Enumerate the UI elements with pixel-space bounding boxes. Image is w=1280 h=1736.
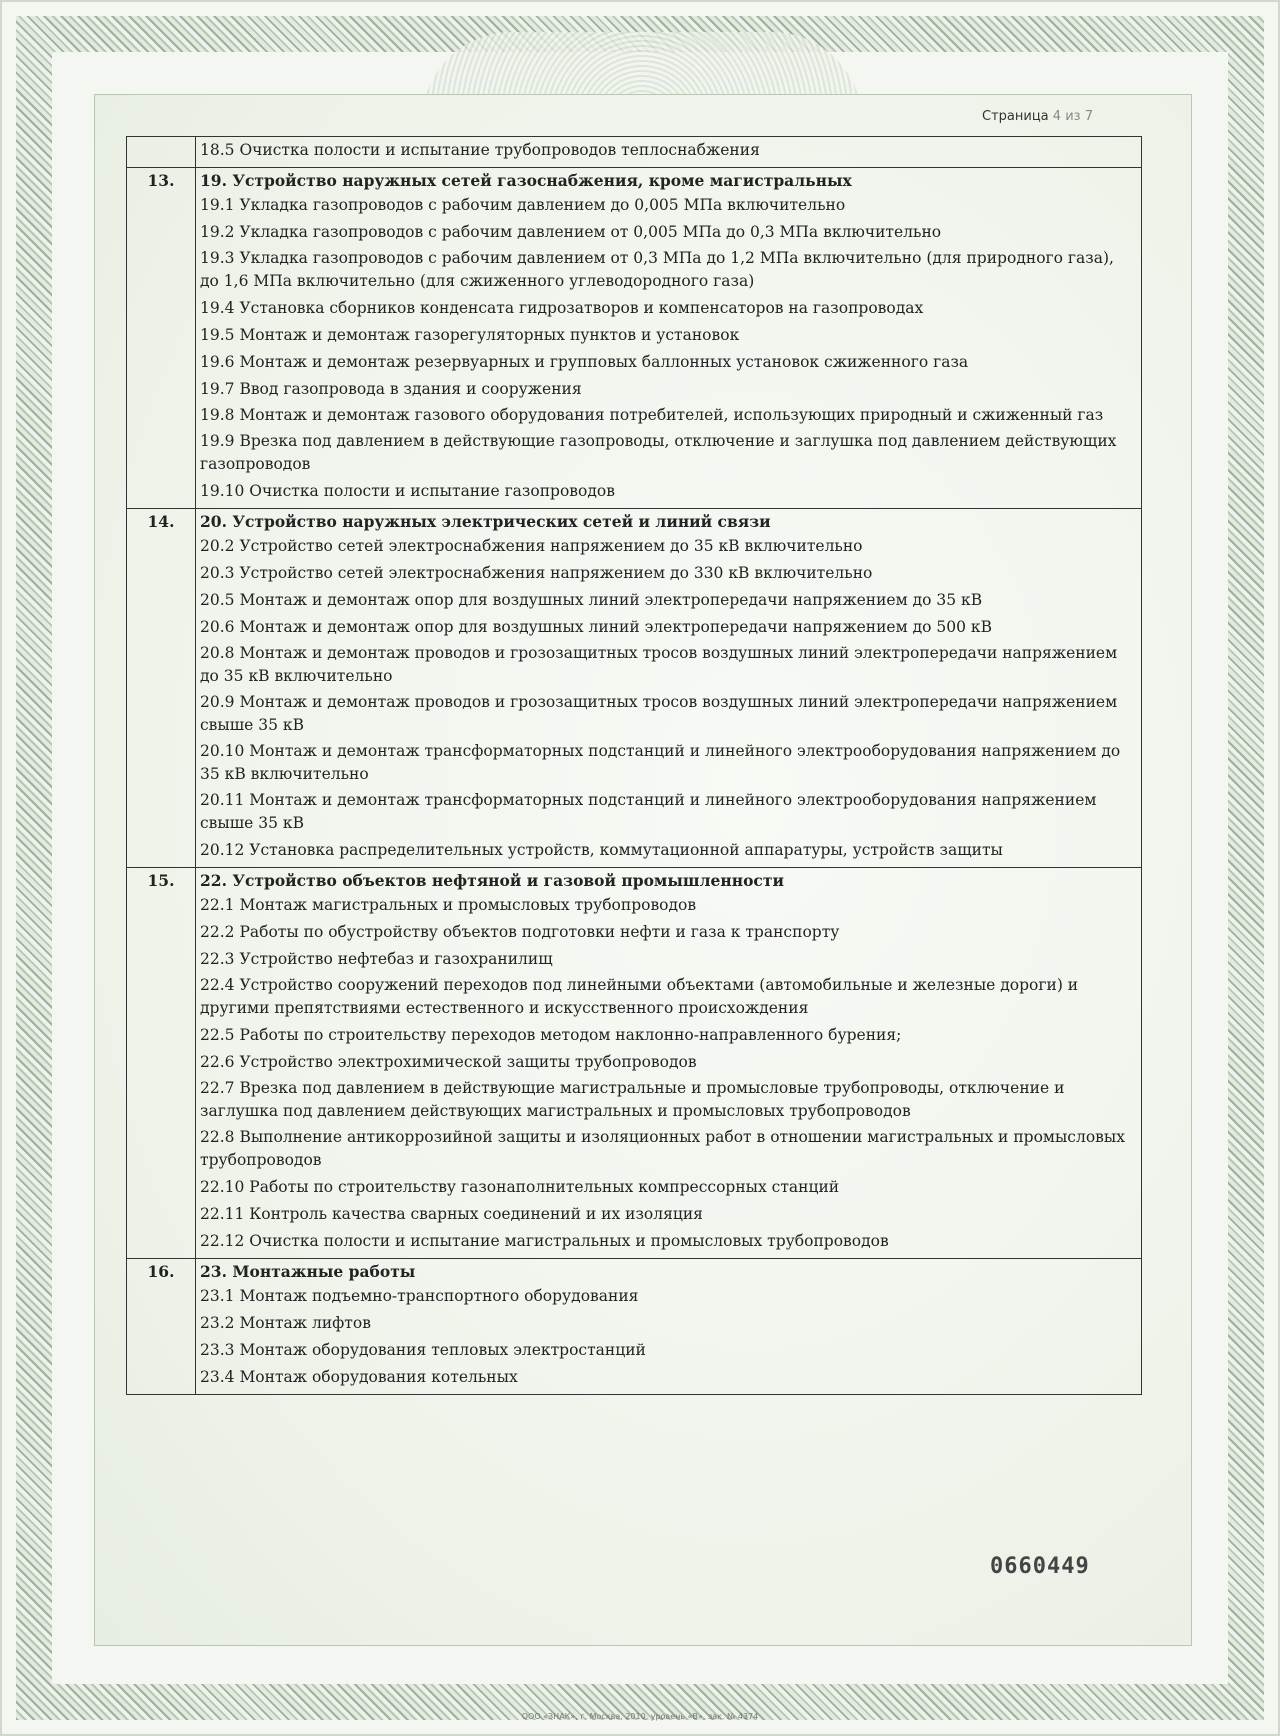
work-item: 20.6 Монтаж и демонтаж опор для воздушных линий электропередачи напряжением до 500 кВ: [200, 618, 992, 636]
table-row: [127, 168, 1142, 509]
row-content: [196, 509, 1142, 868]
row-number: 15.: [127, 868, 196, 1259]
work-item: 23.4 Монтаж оборудования котельных: [200, 1368, 518, 1386]
work-item: 22.10 Работы по строительству газонаполнительных компрессорных станций: [200, 1178, 840, 1196]
work-item: 22.2 Работы по обустройству объектов подготовки нефти и газа к транспорту: [200, 923, 840, 941]
table-row: [127, 1259, 1142, 1395]
work-item: 23.1 Монтаж подъемно-транспортного оборудования: [200, 1287, 639, 1305]
page-current: 4: [1052, 109, 1062, 124]
work-item: 19.9 Врезка под давлением в действующие газопроводы, отключение и заглушка под давлением действующих газопроводов: [200, 432, 1117, 473]
work-item: 23.2 Монтаж лифтов: [200, 1314, 371, 1332]
serial-number: 0660449: [990, 1554, 1090, 1579]
work-item: 20.3 Устройство сетей электроснабжения напряжением до 330 кВ включительно: [200, 564, 873, 582]
page-counter: [982, 109, 1093, 124]
work-item: 19.10 Очистка полости и испытание газопроводов: [200, 482, 615, 500]
page-label: Страница: [982, 109, 1049, 124]
work-item: 22.4 Устройство сооружений переходов под линейными объектами (автомобильные и железные дороги) и другими препятствиями естественного и искусственного происхождения: [200, 976, 1079, 1017]
section-title: 20. Устройство наружных электрических сетей и линий связи: [200, 512, 771, 531]
work-item: 22.11 Контроль качества сварных соединений и их изоляция: [200, 1205, 703, 1223]
row-number: 13.: [127, 168, 196, 509]
work-item: 19.3 Укладка газопроводов с рабочим давлением от 0,3 МПа до 1,2 МПа включительно (для природного газа), до 1,6 МПа включительно (для сжиженного углеводородного газа): [200, 249, 1114, 290]
work-item: 20.2 Устройство сетей электроснабжения напряжением до 35 кВ включительно: [200, 537, 863, 555]
work-types-table-body: [127, 137, 1142, 1395]
row-number: [127, 137, 196, 168]
section-title: 19. Устройство наружных сетей газоснабжения, кроме магистральных: [200, 171, 852, 190]
table-row: [127, 509, 1142, 868]
work-item: 20.10 Монтаж и демонтаж трансформаторных подстанций и линейного электрооборудования напряжением до 35 кВ включительно: [200, 742, 1121, 783]
page-total: 7: [1084, 109, 1093, 124]
table-row: [127, 137, 1142, 168]
work-item: 19.8 Монтаж и демонтаж газового оборудования потребителей, использующих природный и сжиженный газ: [200, 406, 1104, 424]
work-item: 22.12 Очистка полости и испытание магистральных и промысловых трубопроводов: [200, 1232, 889, 1250]
work-item: 20.5 Монтаж и демонтаж опор для воздушных линий электропередачи напряжением до 35 кВ: [200, 591, 983, 609]
work-item: 22.8 Выполнение антикоррозийной защиты и изоляционных работ в отношении магистральных и промысловых трубопроводов: [200, 1128, 1125, 1169]
work-item: 22.3 Устройство нефтебаз и газохранилищ: [200, 950, 553, 968]
work-item: 22.1 Монтаж магистральных и промысловых трубопроводов: [200, 896, 697, 914]
row-number: 16.: [127, 1259, 196, 1395]
work-item: 22.7 Врезка под давлением в действующие магистральные и промысловые трубопроводы, отключение и заглушка под давлением действующих магистральных и промысловых трубопроводов: [200, 1079, 1065, 1120]
work-item: 19.4 Установка сборников конденсата гидрозатворов и компенсаторов на газопроводах: [200, 299, 924, 317]
section-title: 23. Монтажные работы: [200, 1262, 416, 1281]
work-item: 19.6 Монтаж и демонтаж резервуарных и групповых баллонных установок сжиженного газа: [200, 353, 969, 371]
work-item: 23.3 Монтаж оборудования тепловых электростанций: [200, 1341, 646, 1359]
work-item: 20.11 Монтаж и демонтаж трансформаторных подстанций и линейного электрооборудования напряжением свыше 35 кВ: [200, 791, 1097, 832]
row-content: [196, 168, 1142, 509]
work-item: 19.1 Укладка газопроводов с рабочим давлением до 0,005 МПа включительно: [200, 196, 846, 214]
page-of: из: [1065, 109, 1081, 124]
work-item: 22.5 Работы по строительству переходов методом наклонно-направленного бурения;: [200, 1026, 902, 1044]
printer-note: ООО «ЗНАК», г. Москва, 2010, уровень «В», зак. № 4374: [521, 1712, 759, 1721]
section-title: 22. Устройство объектов нефтяной и газовой промышленности: [200, 871, 784, 890]
row-number: 14.: [127, 509, 196, 868]
row-content: [196, 137, 1142, 168]
work-item: 22.6 Устройство электрохимической защиты трубопроводов: [200, 1053, 697, 1071]
work-types-table: [126, 136, 1142, 1395]
work-item: 20.9 Монтаж и демонтаж проводов и грозозащитных тросов воздушных линий электропередачи напряжением свыше 35 кВ: [200, 693, 1118, 734]
row-content: [196, 868, 1142, 1259]
table-row: [127, 868, 1142, 1259]
row-content: [196, 1259, 1142, 1395]
work-item: 19.5 Монтаж и демонтаж газорегуляторных пунктов и установок: [200, 326, 740, 344]
work-item: 19.7 Ввод газопровода в здания и сооружения: [200, 380, 582, 398]
work-item: 20.12 Установка распределительных устройств, коммутационной аппаратуры, устройств защиты: [200, 841, 1003, 859]
work-item: 19.2 Укладка газопроводов с рабочим давлением от 0,005 МПа до 0,3 МПа включительно: [200, 223, 942, 241]
work-item: 20.8 Монтаж и демонтаж проводов и грозозащитных тросов воздушных линий электропередачи напряжением до 35 кВ включительно: [200, 644, 1118, 685]
work-item: 18.5 Очистка полости и испытание трубопроводов теплоснабжения: [200, 141, 760, 159]
